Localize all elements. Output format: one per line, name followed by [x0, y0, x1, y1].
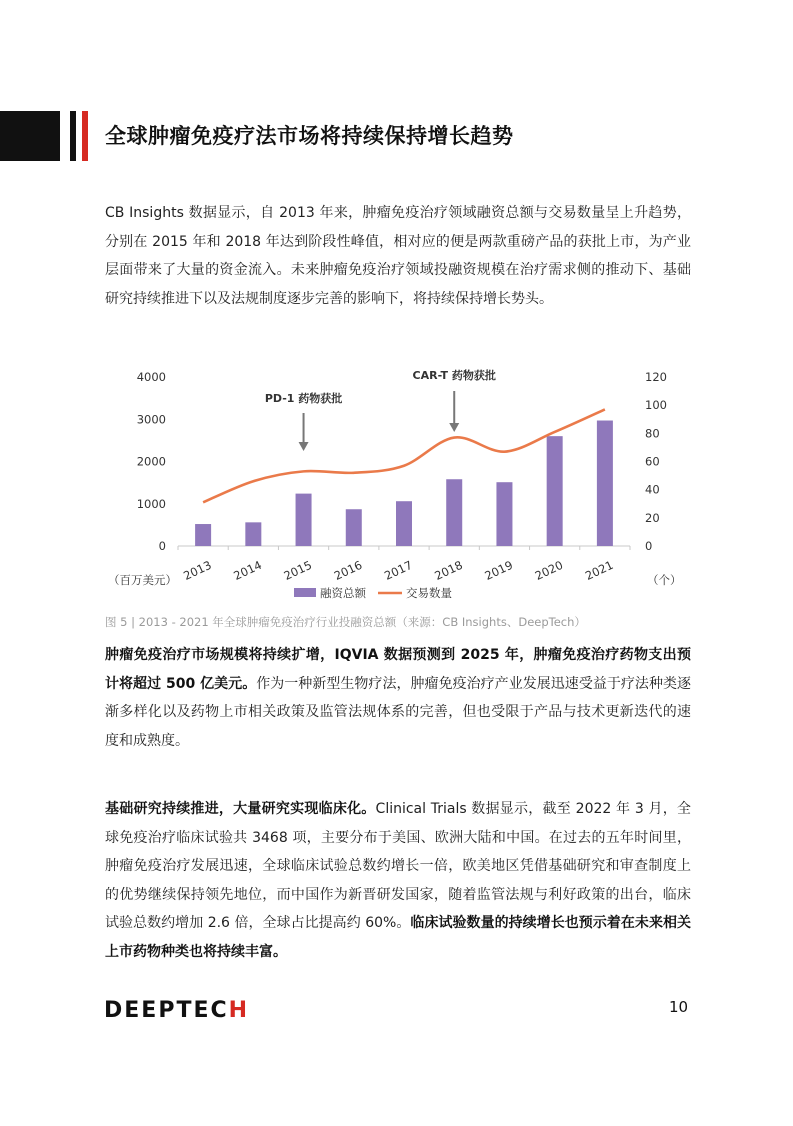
annotation-arrow-head [299, 442, 309, 451]
x-tick-label: 2020 [532, 557, 566, 583]
bar-2016 [346, 509, 362, 546]
legend-swatch-bar [294, 588, 316, 597]
bar-2017 [396, 501, 412, 546]
paragraph-3-text: Clinical Trials 数据显示，截至 2022 年 3 月，全球免疫治疗临床试验共 3468 项，主要分布于美国、欧洲大陆和中国。在过去的五年时间里，肿瘤免疫治疗发展迅速，全球临床试验总数约增长一倍，欧美地区凭借基础研究和审查制度上的优势继续保持领先地位，而中国作为新晋研发国家，随着监管法规与利好政策的出台，临床试验总数约增加 2.6 倍，全球占比提高约 60%。 [105, 801, 691, 931]
paragraph-3-bold-lead: 基础研究持续推进，大量研究实现临床化。 [105, 801, 376, 817]
bar-2014 [245, 522, 261, 546]
bar-2019 [496, 482, 512, 546]
paragraph-3 [105, 795, 691, 966]
logo-accent: H [228, 998, 250, 1023]
annotation-arrow-head [449, 423, 459, 432]
paragraph-2 [105, 641, 691, 755]
annotation-label: CAR-T 药物获批 [412, 369, 496, 382]
section-title: 全球肿瘤免疫疗法市场将持续保持增长趋势 [105, 124, 514, 148]
paragraph-1: CB Insights 数据显示，自 2013 年来，肿瘤免疫治疗领域融资总额与交易数量呈上升趋势，分别在 2015 年和 2018 年达到阶段性峰值，相对应的便是两款重磅产品的获批上市，为产业层面带来了大量的资金流入。未来肿瘤免疫治疗领域投融资规模在治疗需求侧的推动下、基础研究持续推进下以及法规制度逐步完善的影响下，将持续保持增长势头。 [105, 205, 691, 307]
bar-2015 [296, 494, 312, 546]
page-number: 10 [669, 998, 689, 1016]
right-axis-tick-label: 100 [645, 398, 667, 413]
right-axis-tick-label: 20 [645, 510, 660, 525]
right-axis-tick-label: 60 [645, 454, 660, 469]
x-tick-label: 2016 [331, 557, 365, 583]
x-tick-label: 2018 [432, 557, 465, 583]
bar-2018 [446, 479, 462, 546]
header-red-bar [82, 111, 88, 161]
right-axis-tick-label: 40 [645, 482, 660, 497]
left-axis-tick-label: 3000 [136, 412, 166, 427]
investment-chart [100, 360, 682, 610]
bar-2021 [597, 421, 613, 546]
legend-label-line: 交易数量 [406, 586, 452, 600]
figure-caption: 图 5 | 2013 - 2021 年全球肿瘤免疫治疗行业投融资总额（来源：CB Insights、DeepTech） [105, 615, 586, 629]
left-axis-tick-label: 1000 [136, 496, 166, 511]
paragraph-2-bold: 肿瘤免疫治疗市场规模将持续扩增，IQVIA 数据预测到 2025 年，肿瘤免疫治疗药物支出预计将超过 500 亿美元。 [105, 647, 691, 692]
deeptech-logo [104, 998, 249, 1023]
logo-text: DEEPTEC [104, 998, 229, 1023]
x-tick-label: 2021 [582, 557, 616, 583]
bar-2013 [195, 524, 211, 546]
x-tick-label: 2015 [281, 557, 315, 583]
x-tick-label: 2013 [181, 557, 214, 583]
x-tick-label: 2019 [482, 557, 515, 583]
x-tick-label: 2017 [382, 557, 415, 583]
x-tick-label: 2014 [231, 557, 264, 583]
header-black-block [0, 111, 60, 161]
left-axis-tick-label: 0 [158, 539, 166, 553]
legend-label-bar: 融资总额 [320, 586, 366, 600]
right-axis-unit: （个） [647, 573, 682, 587]
right-axis-tick-label: 0 [645, 539, 653, 553]
line-series-交易数量 [203, 409, 605, 502]
bar-2020 [547, 436, 563, 546]
right-axis-tick-label: 120 [645, 370, 667, 384]
paragraph-3-bold-tail: 临床试验数量的持续增长也预示着在未来相关上市药物种类也将持续丰富。 [105, 915, 692, 960]
left-axis-tick-label: 2000 [136, 454, 166, 469]
header-black-bar [70, 111, 76, 161]
left-axis-unit: （百万美元） [108, 573, 177, 587]
paragraph-2-text: 作为一种新型生物疗法，肿瘤免疫治疗产业发展迅速受益于疗法种类逐渐多样化以及药物上市相关政策及监管法规体系的完善，但也受限于产品与技术更新迭代的速度和成熟度。 [105, 675, 691, 749]
right-axis-tick-label: 80 [645, 426, 660, 441]
annotation-label: PD-1 药物获批 [264, 392, 343, 405]
left-axis-tick-label: 4000 [136, 370, 166, 384]
